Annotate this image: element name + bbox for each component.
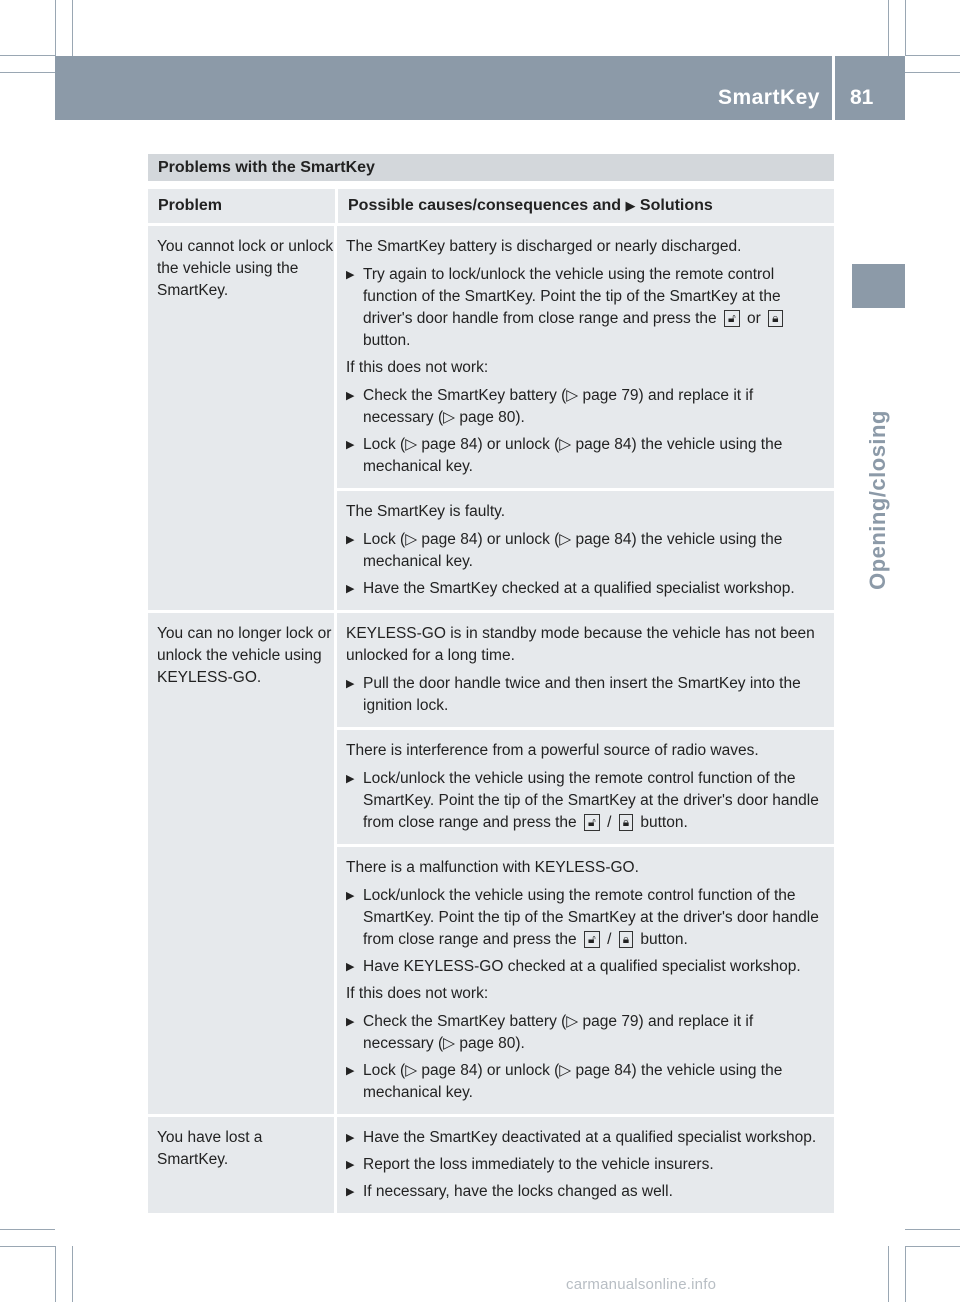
problem-cell: You cannot lock or unlock the vehicle using the SmartKey. bbox=[148, 226, 334, 610]
cause-text: If this does not work: bbox=[346, 985, 489, 1002]
step-text: If necessary, have the locks changed as well. bbox=[363, 1183, 673, 1200]
cause-text: If this does not work: bbox=[346, 359, 489, 376]
solution-step bbox=[346, 1154, 828, 1176]
step-text: Report the loss immediately to the vehicle insurers. bbox=[363, 1156, 714, 1173]
crop-mark bbox=[905, 1246, 906, 1302]
step-arrow-icon: ▶ bbox=[346, 890, 355, 902]
solution-step bbox=[346, 1181, 828, 1203]
step-text: Lock (▷ page 84) or unlock (▷ page 84) the vehicle using the mechanical key. bbox=[363, 436, 783, 475]
solution-step bbox=[346, 578, 828, 600]
crop-mark bbox=[905, 1229, 960, 1230]
cause-block bbox=[337, 727, 834, 844]
crop-mark bbox=[55, 1246, 56, 1302]
step-arrow-icon: ▶ bbox=[346, 1159, 355, 1171]
watermark: carmanualsonline.info bbox=[566, 1276, 717, 1293]
solution-step bbox=[346, 956, 828, 978]
chapter-tab bbox=[852, 264, 905, 308]
crop-mark bbox=[905, 72, 960, 73]
step-arrow-icon: ▶ bbox=[346, 439, 355, 451]
crop-mark bbox=[72, 1246, 73, 1302]
step-arrow-icon: ▶ bbox=[346, 773, 355, 785]
solutions-cell bbox=[334, 613, 834, 1114]
crop-mark bbox=[905, 55, 960, 56]
lock-button-icon: 🔒︎ bbox=[768, 310, 782, 327]
cause-text: KEYLESS-GO is in standby mode because the vehicle has not been unlocked for a long time. bbox=[346, 625, 815, 664]
table-body bbox=[148, 223, 834, 1213]
crop-mark bbox=[905, 1246, 960, 1247]
arrow-right-icon: ▶ bbox=[625, 198, 636, 213]
solutions-cell bbox=[334, 1117, 834, 1213]
step-arrow-icon: ▶ bbox=[346, 678, 355, 690]
step-text: Have KEYLESS-GO checked at a qualified specialist workshop. bbox=[363, 958, 801, 975]
crop-mark bbox=[55, 0, 56, 56]
column-header-solutions-post: Solutions bbox=[639, 197, 713, 214]
solution-step bbox=[346, 1011, 828, 1055]
cause-text: The SmartKey is faulty. bbox=[346, 503, 506, 520]
solution-step bbox=[346, 1060, 828, 1104]
solution-step bbox=[346, 768, 828, 834]
table-title: Problems with the SmartKey bbox=[148, 154, 834, 181]
step-text: Check the SmartKey battery (▷ page 79) and replace it if necessary (▷ page 80). bbox=[363, 1013, 754, 1052]
step-arrow-icon: ▶ bbox=[346, 534, 355, 546]
step-arrow-icon: ▶ bbox=[346, 1186, 355, 1198]
solution-step bbox=[346, 385, 828, 429]
cause-block bbox=[337, 613, 834, 727]
column-header-solutions-pre: Possible causes/consequences and bbox=[348, 197, 622, 214]
cause-text: There is a malfunction with KEYLESS-GO. bbox=[346, 859, 639, 876]
crop-mark bbox=[0, 1229, 55, 1230]
cause-text: There is interference from a powerful source of radio waves. bbox=[346, 742, 759, 759]
solution-step bbox=[346, 885, 828, 951]
step-text: Lock (▷ page 84) or unlock (▷ page 84) the vehicle using the mechanical key. bbox=[363, 1062, 783, 1101]
step-text: Lock/unlock the vehicle using the remote control function of the SmartKey. Point the tip of the SmartKey at the driver's door handle from close range and press the 🔓︎ / 🔒︎ button. bbox=[363, 887, 819, 948]
table-header-row bbox=[148, 189, 834, 223]
lock-button-icon: 🔒︎ bbox=[619, 931, 633, 948]
chapter-label: Opening/closing bbox=[865, 410, 890, 590]
step-arrow-icon: ▶ bbox=[346, 1065, 355, 1077]
step-text: Lock/unlock the vehicle using the remote control function of the SmartKey. Point the tip of the SmartKey at the driver's door handle from close range and press the 🔓︎ / 🔒︎ button. bbox=[363, 770, 819, 831]
unlock-button-icon: 🔓︎ bbox=[584, 814, 600, 831]
unlock-button-icon: 🔓︎ bbox=[584, 931, 600, 948]
step-arrow-icon: ▶ bbox=[346, 961, 355, 973]
column-header-solutions bbox=[335, 189, 834, 223]
step-text: Try again to lock/unlock the vehicle using the remote control function of the SmartKey. Point the tip of the SmartKey at the driver's door handle from close range and press the 🔓︎ or 🔒︎ button. bbox=[363, 266, 781, 349]
problem-cell: You can no longer lock or unlock the vehicle using KEYLESS-GO. bbox=[148, 613, 334, 1114]
lock-button-icon: 🔒︎ bbox=[619, 814, 633, 831]
section-title: SmartKey bbox=[717, 86, 820, 109]
cause-block bbox=[337, 844, 834, 1114]
solution-step bbox=[346, 264, 828, 352]
solutions-cell bbox=[334, 226, 834, 610]
solution-step bbox=[346, 434, 828, 478]
problem-cell: You have lost a SmartKey. bbox=[148, 1117, 334, 1213]
cause-block bbox=[337, 488, 834, 610]
table-row bbox=[148, 1114, 834, 1213]
step-text: Pull the door handle twice and then insert the SmartKey into the ignition lock. bbox=[363, 675, 801, 714]
step-text: Have the SmartKey checked at a qualified specialist workshop. bbox=[363, 580, 795, 597]
page-number: 81 bbox=[850, 86, 874, 109]
step-text: Lock (▷ page 84) or unlock (▷ page 84) the vehicle using the mechanical key. bbox=[363, 531, 783, 570]
table-row bbox=[148, 610, 834, 1114]
step-arrow-icon: ▶ bbox=[346, 390, 355, 402]
cause-block bbox=[337, 1117, 834, 1213]
crop-mark bbox=[0, 1246, 55, 1247]
solution-step bbox=[346, 529, 828, 573]
crop-mark bbox=[888, 0, 889, 56]
crop-mark bbox=[0, 72, 55, 73]
cause-block bbox=[337, 226, 834, 488]
cause-text: The SmartKey battery is discharged or nearly discharged. bbox=[346, 238, 742, 255]
step-arrow-icon: ▶ bbox=[346, 583, 355, 595]
step-text: Check the SmartKey battery (▷ page 79) and replace it if necessary (▷ page 80). bbox=[363, 387, 754, 426]
step-arrow-icon: ▶ bbox=[346, 1016, 355, 1028]
step-text: Have the SmartKey deactivated at a qualified specialist workshop. bbox=[363, 1129, 817, 1146]
solution-step bbox=[346, 1127, 828, 1149]
step-arrow-icon: ▶ bbox=[346, 1132, 355, 1144]
header-divider bbox=[832, 56, 835, 120]
table-row bbox=[148, 223, 834, 610]
step-arrow-icon: ▶ bbox=[346, 269, 355, 281]
column-header-problem: Problem bbox=[158, 197, 223, 214]
unlock-button-icon: 🔓︎ bbox=[724, 310, 740, 327]
crop-mark bbox=[72, 0, 73, 56]
solution-step bbox=[346, 673, 828, 717]
crop-mark bbox=[888, 1246, 889, 1302]
crop-mark bbox=[0, 55, 55, 56]
crop-mark bbox=[905, 0, 906, 56]
problems-table bbox=[148, 154, 834, 1213]
